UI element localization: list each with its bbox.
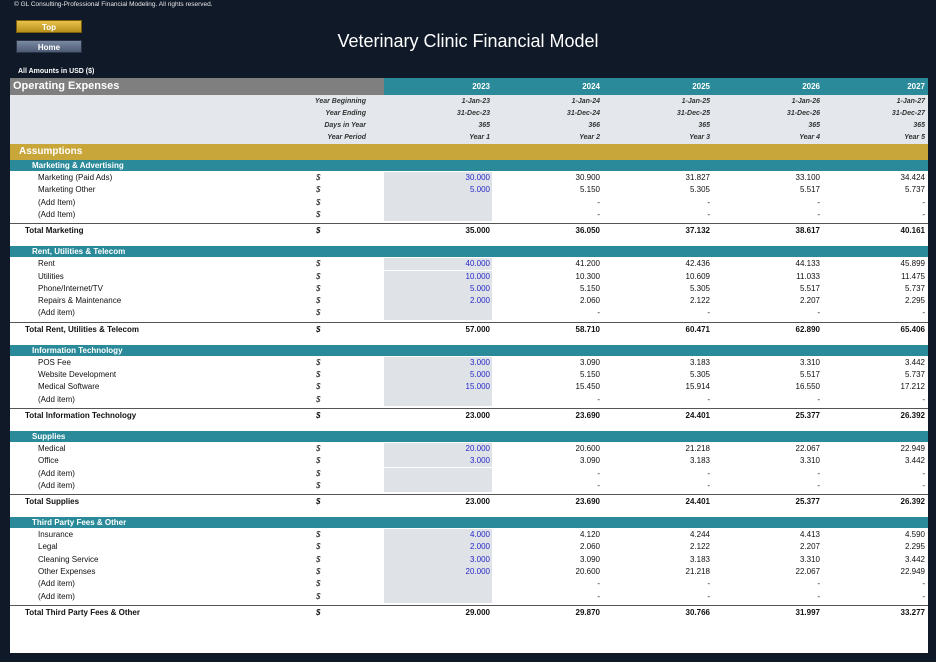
projected-value: -: [922, 480, 925, 490]
total-value: 30.766: [685, 607, 710, 617]
input-value[interactable]: 2.000: [469, 296, 490, 306]
projected-value: 4.590: [904, 530, 925, 540]
top-button[interactable]: Top: [16, 20, 82, 33]
currency-symbol: $: [316, 591, 321, 601]
projected-value: -: [922, 308, 925, 318]
total-value: 38.617: [795, 226, 820, 236]
projected-value: 41.200: [575, 259, 600, 269]
projected-value: 5.150: [579, 185, 600, 195]
projected-value: -: [817, 468, 820, 478]
table-row: [10, 443, 928, 455]
projected-value: 3.090: [579, 357, 600, 367]
projected-value: 44.133: [795, 259, 820, 269]
input-value[interactable]: 2.000: [469, 542, 490, 552]
row-label: Other Expenses: [38, 567, 96, 576]
projected-value: 3.090: [579, 554, 600, 564]
table-row: [10, 455, 928, 467]
home-button[interactable]: Home: [16, 40, 82, 53]
projected-value: 15.914: [685, 382, 710, 392]
projected-value: 4.244: [689, 530, 710, 540]
input-cell-bg[interactable]: [384, 578, 492, 590]
projected-value: -: [817, 579, 820, 589]
row-label: (Add item): [38, 308, 75, 318]
projected-value: 2.122: [689, 542, 710, 552]
sheet-title: Operating Expenses: [10, 78, 384, 95]
projected-value: 5.305: [689, 370, 710, 379]
row-label: POS Fee: [38, 357, 71, 367]
table-row: [10, 468, 928, 480]
row-label: (Add item): [38, 394, 75, 404]
meta-value: 365: [913, 122, 925, 129]
currency-symbol: $: [316, 173, 321, 182]
row-label: (Add Item): [38, 209, 76, 219]
projected-value: 3.310: [799, 456, 820, 466]
projected-value: 11.475: [901, 271, 925, 281]
row-label: (Add Item): [38, 197, 76, 207]
input-cell-bg[interactable]: [384, 307, 492, 319]
section-header: Information Technology: [10, 345, 928, 356]
currency-symbol: $: [316, 296, 321, 306]
input-value[interactable]: 5.000: [469, 370, 490, 379]
projected-value: -: [597, 394, 600, 404]
total-row: [10, 605, 928, 620]
projected-value: 17.212: [900, 382, 925, 392]
projected-value: -: [922, 394, 925, 404]
meta-value: 365: [698, 122, 710, 129]
total-label: Total Marketing: [25, 226, 84, 236]
projected-value: -: [597, 579, 600, 589]
currency-symbol: $: [316, 357, 321, 367]
projected-value: 2.207: [799, 296, 820, 306]
currency-symbol: $: [316, 308, 321, 318]
input-value[interactable]: 3.000: [469, 456, 490, 466]
currency-symbol: $: [316, 579, 321, 589]
meta-label: Year Period: [327, 134, 366, 141]
projected-value: 5.517: [799, 185, 820, 195]
projected-value: -: [597, 591, 600, 601]
projected-value: -: [817, 591, 820, 601]
total-value: 65.406: [900, 324, 925, 334]
projected-value: 3.310: [799, 554, 820, 564]
currency-symbol: $: [316, 497, 321, 507]
row-label: (Add item): [38, 468, 75, 478]
section-header: Supplies: [10, 431, 928, 442]
projected-value: 2.207: [799, 542, 820, 552]
projected-value: 5.150: [579, 283, 600, 293]
input-cell-bg[interactable]: [384, 394, 492, 406]
projected-value: -: [707, 591, 710, 601]
meta-value: 365: [808, 122, 820, 129]
section-header: Marketing & Advertising: [10, 160, 928, 171]
row-label: Repairs & Maintenance: [38, 296, 122, 306]
input-value[interactable]: 10.000: [465, 271, 490, 281]
input-value[interactable]: 20.000: [465, 443, 490, 453]
input-value[interactable]: 5.000: [469, 283, 490, 293]
currency-symbol: $: [316, 456, 321, 466]
input-cell-bg[interactable]: [384, 591, 492, 603]
projected-value: -: [707, 468, 710, 478]
projected-value: 30.900: [575, 173, 600, 182]
table-row: [10, 271, 928, 283]
currency-symbol: $: [316, 530, 321, 540]
projected-value: 22.067: [795, 443, 820, 453]
total-value: 23.000: [465, 497, 490, 507]
currency-symbol: $: [316, 197, 321, 207]
currency-note: All Amounts in USD ($): [18, 68, 95, 75]
projected-value: 5.737: [904, 283, 925, 293]
currency-symbol: $: [316, 480, 321, 490]
currency-symbol: $: [316, 443, 321, 453]
currency-symbol: $: [316, 567, 321, 576]
input-value[interactable]: 30.000: [465, 173, 490, 182]
row-label: Legal: [38, 542, 58, 552]
meta-value: Year 4: [799, 134, 820, 141]
table-row: [10, 591, 928, 603]
total-row: [10, 494, 928, 509]
total-value: 23.690: [575, 497, 600, 507]
projected-value: -: [707, 197, 710, 207]
table-row: [10, 529, 928, 541]
row-label: Rent: [38, 259, 55, 269]
table-row: [10, 209, 928, 221]
row-label: (Add item): [38, 480, 75, 490]
meta-value: 1-Jan-26: [791, 98, 820, 105]
projected-value: 11.033: [796, 271, 820, 281]
copyright-text: © GL Consulting-Professional Financial Modeling. All rights reserved.: [14, 1, 213, 8]
projected-value: -: [597, 480, 600, 490]
total-value: 37.132: [685, 226, 710, 236]
table-row: [10, 283, 928, 295]
total-value: 25.377: [795, 497, 820, 507]
table-row: [10, 357, 928, 369]
total-row: [10, 408, 928, 423]
table-row: [10, 381, 928, 393]
page-title: Veterinary Clinic Financial Model: [337, 31, 599, 51]
projected-value: 3.442: [904, 554, 925, 564]
meta-value: 31-Dec-27: [891, 110, 925, 117]
projected-value: -: [597, 197, 600, 207]
table-row: [10, 394, 928, 406]
table-row: [10, 566, 928, 578]
currency-symbol: $: [316, 554, 321, 564]
projected-value: 3.442: [904, 357, 925, 367]
meta-value: 1-Jan-23: [461, 98, 490, 105]
section-header: Third Party Fees & Other: [10, 517, 928, 528]
input-value[interactable]: 5.000: [469, 185, 490, 195]
projected-value: 42.436: [685, 259, 710, 269]
projected-value: 4.120: [579, 530, 600, 540]
row-label: Office: [38, 456, 59, 466]
row-label: Medical: [38, 443, 66, 453]
projected-value: 5.737: [904, 185, 925, 195]
input-cell-bg[interactable]: [384, 197, 492, 209]
table-row: [10, 295, 928, 307]
total-value: 23.690: [575, 410, 600, 420]
row-label: Cleaning Service: [38, 554, 99, 564]
table-row: [10, 541, 928, 553]
currency-symbol: $: [316, 382, 321, 392]
total-value: 31.997: [795, 607, 820, 617]
currency-symbol: $: [316, 542, 321, 552]
total-label: Total Information Technology: [25, 410, 137, 420]
projected-value: -: [597, 468, 600, 478]
row-label: Website Development: [38, 370, 117, 379]
total-value: 62.890: [795, 324, 820, 334]
total-value: 24.401: [685, 497, 710, 507]
year-header: 2027: [907, 82, 925, 91]
meta-value: Year 5: [904, 134, 925, 141]
meta-value: 1-Jan-24: [571, 98, 600, 105]
projected-value: -: [707, 579, 710, 589]
meta-value: 31-Dec-23: [456, 110, 490, 117]
meta-value: 366: [588, 122, 600, 129]
year-header: 2023: [472, 82, 490, 91]
currency-symbol: $: [316, 226, 321, 236]
projected-value: 22.949: [900, 567, 925, 576]
projected-value: 3.442: [904, 456, 925, 466]
projected-value: 2.060: [579, 296, 600, 306]
projected-value: -: [922, 468, 925, 478]
meta-value: Year 1: [469, 134, 490, 141]
projected-value: 2.295: [904, 296, 925, 306]
projected-value: -: [597, 308, 600, 318]
projected-value: 3.310: [799, 357, 820, 367]
projected-value: 2.122: [689, 296, 710, 306]
input-value[interactable]: 20.000: [465, 567, 490, 576]
projected-value: 5.305: [689, 185, 710, 195]
total-value: 58.710: [575, 324, 600, 334]
assumptions-header: Assumptions: [10, 144, 928, 160]
currency-symbol: $: [316, 468, 321, 478]
projected-value: 20.600: [575, 443, 600, 453]
projected-value: 31.827: [685, 173, 710, 182]
projected-value: 10.300: [575, 271, 600, 281]
total-value: 60.471: [685, 324, 710, 334]
table-row: [10, 197, 928, 209]
projected-value: 5.517: [799, 283, 820, 293]
currency-symbol: $: [316, 259, 321, 269]
table-row: [10, 184, 928, 196]
spreadsheet: [10, 78, 928, 653]
meta-label: Days in Year: [324, 122, 366, 129]
projected-value: 15.450: [575, 382, 600, 392]
total-value: 25.377: [795, 410, 820, 420]
currency-symbol: $: [316, 209, 321, 219]
meta-value: 365: [478, 122, 490, 129]
table-row: [10, 172, 928, 184]
row-label: Medical Software: [38, 382, 100, 392]
input-cell-bg[interactable]: [384, 480, 492, 492]
year-header: 2026: [802, 82, 820, 91]
projected-value: 3.183: [689, 357, 710, 367]
meta-label: Year Ending: [325, 110, 366, 117]
projected-value: -: [817, 209, 820, 219]
projected-value: -: [922, 591, 925, 601]
input-cell-bg[interactable]: [384, 209, 492, 221]
input-value[interactable]: 3.000: [469, 357, 490, 367]
section-header: Rent, Utilities & Telecom: [10, 246, 928, 257]
projected-value: -: [707, 394, 710, 404]
projected-value: 5.150: [579, 370, 600, 379]
input-value[interactable]: 15.000: [465, 382, 490, 392]
projected-value: 5.737: [904, 370, 925, 379]
table-row: [10, 578, 928, 590]
projected-value: 20.600: [575, 567, 600, 576]
projected-value: 3.183: [689, 456, 710, 466]
projected-value: -: [707, 308, 710, 318]
row-label: Insurance: [38, 530, 74, 540]
total-value: 36.050: [575, 226, 600, 236]
projected-value: -: [597, 209, 600, 219]
currency-symbol: $: [316, 410, 321, 420]
projected-value: -: [922, 197, 925, 207]
total-value: 26.392: [900, 497, 925, 507]
meta-value: 1-Jan-25: [681, 98, 710, 105]
projected-value: 2.060: [579, 542, 600, 552]
table-row: [10, 480, 928, 492]
total-row: [10, 322, 928, 337]
year-header: 2025: [692, 82, 710, 91]
projected-value: 33.100: [795, 173, 820, 182]
table-row: [10, 258, 928, 270]
meta-value: 31-Dec-25: [676, 110, 710, 117]
table-row: [10, 369, 928, 381]
total-value: 40.161: [900, 226, 925, 236]
total-value: 29.870: [575, 607, 600, 617]
currency-symbol: $: [316, 607, 321, 617]
total-label: Total Supplies: [25, 497, 80, 507]
header-block: [10, 78, 928, 144]
projected-value: 10.609: [685, 271, 710, 281]
row-label: Utilities: [38, 271, 64, 281]
projected-value: -: [817, 480, 820, 490]
input-value[interactable]: 40.000: [465, 259, 490, 269]
projected-value: 45.899: [900, 259, 925, 269]
row-label: Marketing (Paid Ads): [38, 173, 113, 182]
input-cell-bg[interactable]: [384, 468, 492, 480]
projected-value: -: [817, 308, 820, 318]
projected-value: 5.517: [799, 370, 820, 379]
meta-label: Year Beginning: [314, 98, 366, 105]
total-value: 29.000: [465, 607, 490, 617]
meta-value: 1-Jan-27: [896, 98, 925, 105]
table-row: [10, 307, 928, 319]
projected-value: 2.295: [904, 542, 925, 552]
total-value: 24.401: [685, 410, 710, 420]
total-value: 35.000: [465, 226, 490, 236]
projected-value: -: [922, 579, 925, 589]
currency-symbol: $: [316, 271, 321, 281]
row-label: (Add item): [38, 579, 75, 589]
currency-symbol: $: [316, 324, 321, 334]
projected-value: 3.183: [689, 554, 710, 564]
row-label: Marketing Other: [38, 185, 96, 195]
projected-value: 22.067: [795, 567, 820, 576]
projected-value: 21.218: [685, 567, 710, 576]
meta-value: 31-Dec-26: [786, 110, 820, 117]
currency-symbol: $: [316, 185, 321, 195]
total-label: Total Rent, Utilities & Telecom: [25, 324, 139, 334]
currency-symbol: $: [316, 283, 321, 293]
total-row: [10, 223, 928, 238]
row-label: (Add item): [38, 591, 75, 601]
projected-value: 22.949: [900, 443, 925, 453]
total-label: Total Third Party Fees & Other: [25, 607, 140, 617]
total-value: 23.000: [465, 410, 490, 420]
currency-symbol: $: [316, 370, 321, 379]
year-header: 2024: [582, 82, 600, 91]
total-value: 57.000: [465, 324, 490, 334]
total-value: 26.392: [900, 410, 925, 420]
projected-value: 5.305: [689, 283, 710, 293]
meta-value: Year 3: [689, 134, 710, 141]
projected-value: -: [817, 394, 820, 404]
projected-value: 3.090: [579, 456, 600, 466]
input-value[interactable]: 4.000: [469, 530, 490, 540]
projected-value: 21.218: [685, 443, 710, 453]
projected-value: -: [707, 480, 710, 490]
currency-symbol: $: [316, 394, 321, 404]
total-value: 33.277: [900, 607, 925, 617]
table-row: [10, 554, 928, 566]
meta-value: Year 2: [579, 134, 600, 141]
projected-value: -: [922, 209, 925, 219]
projected-value: 4.413: [799, 530, 820, 540]
projected-value: -: [707, 209, 710, 219]
projected-value: 16.550: [795, 382, 820, 392]
projected-value: 34.424: [900, 173, 925, 182]
input-value[interactable]: 3.000: [469, 554, 490, 564]
meta-value: 31-Dec-24: [566, 110, 600, 117]
projected-value: -: [817, 197, 820, 207]
row-label: Phone/Internet/TV: [38, 283, 103, 293]
